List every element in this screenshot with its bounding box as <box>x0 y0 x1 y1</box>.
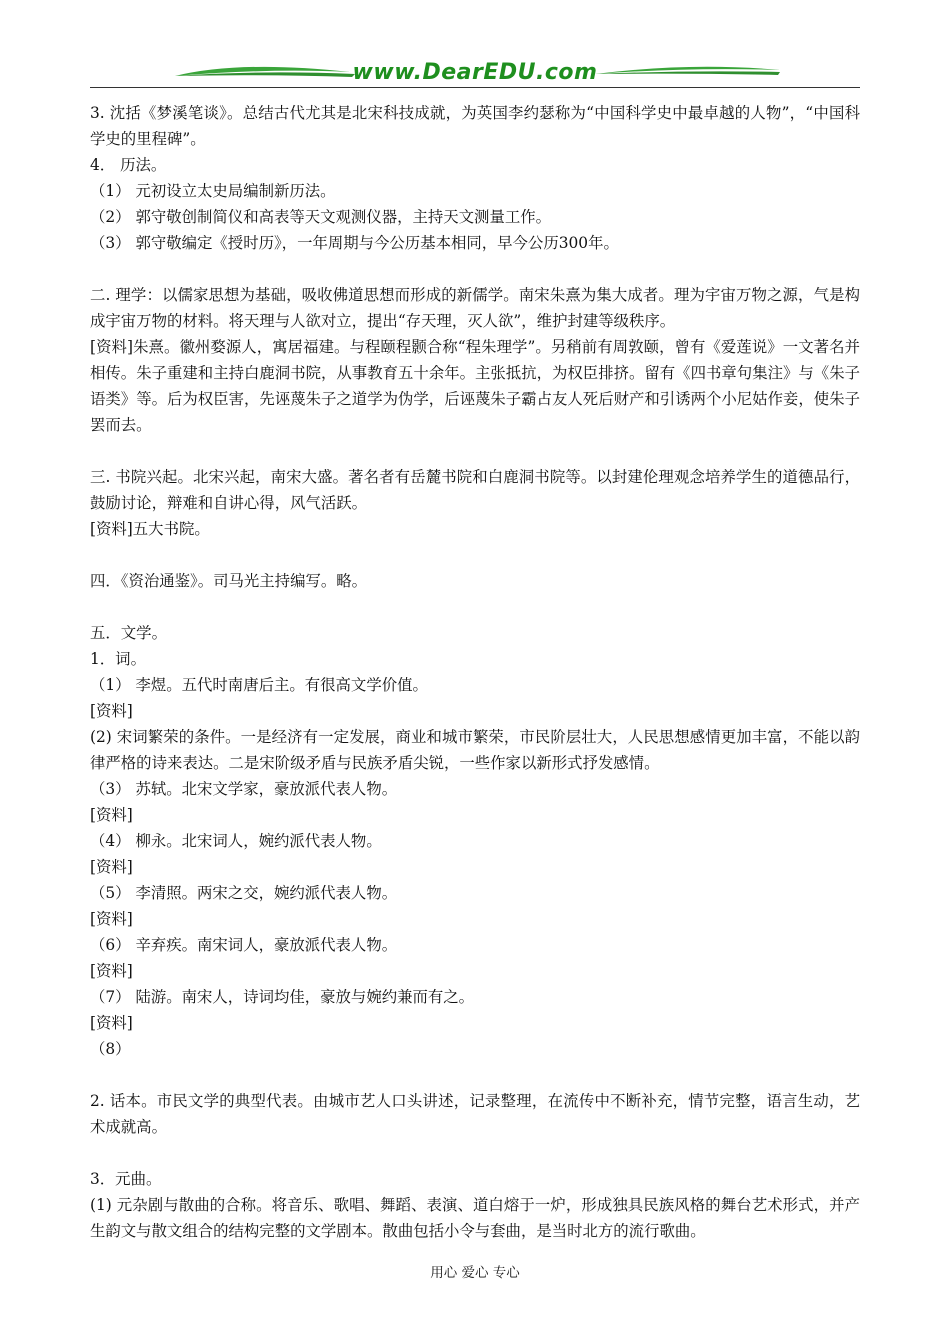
paragraph: （4） 柳永。北宋词人，婉约派代表人物。 <box>90 832 382 850</box>
paragraph: （7） 陆游。南宋人，诗词均佳，豪放与婉约兼而有之。 <box>90 988 475 1006</box>
paragraph-spacer <box>90 438 860 464</box>
paragraph: 二. 理学：以儒家思想为基础，吸收佛道思想而形成的新儒学。南宋朱熹为集大成者。理为宇宙万物之源，气是构成宇宙万物的材料。将天理与人欲对立，提出“存天理，灭人欲”，维护封建等级秩序。 <box>90 286 860 330</box>
paragraph: 五．文学。 <box>90 624 167 642</box>
paragraph: 3．元曲。 <box>90 1170 162 1188</box>
paragraph: (2) 宋词繁荣的条件。一是经济有一定发展，商业和城市繁荣，市民阶层壮大，人民思想感情更加丰富，不能以韵律严格的诗来表达。二是宋阶级矛盾与民族矛盾尖锐，一些作家以新形式抒发感情。 <box>90 728 860 772</box>
paragraph-spacer <box>90 1140 860 1166</box>
paragraph: 1．词。 <box>90 650 146 668</box>
site-logo-text: www.DearEDU.com <box>352 60 598 85</box>
paragraph: （3） 苏轼。北宋文学家，豪放派代表人物。 <box>90 780 398 798</box>
paragraph: 2. 话本。市民文学的典型代表。由城市艺人口头讲述，记录整理，在流传中不断补充，情节完整，语言生动，艺术成就高。 <box>90 1092 860 1136</box>
paragraph: (1) 元杂剧与散曲的合称。将音乐、歌唱、舞蹈、表演、道白熔于一炉，形成独具民族风格的舞台艺术形式，并产生韵文与散文组合的结构完整的文学剧本。散曲包括小令与套曲，是当时北方的流行歌曲。 <box>90 1196 860 1240</box>
site-header-banner <box>90 58 860 90</box>
paragraph: （1） 元初设立太史局编制新历法。 <box>90 182 336 200</box>
paragraph: 三. 书院兴起。北宋兴起，南宋大盛。著名者有岳麓书院和白鹿洞书院等。以封建伦理观念培养学生的道德品行，鼓励讨论，辩难和自讲心得，风气活跃。 <box>90 468 860 512</box>
header-divider <box>90 87 860 88</box>
paragraph: （3） 郭守敬编定《授时历》，一年周期与今公历基本相同，早今公历300年。 <box>90 234 619 252</box>
paragraph: [资料] <box>90 1014 133 1032</box>
paragraph-spacer <box>90 542 860 568</box>
paragraph-spacer <box>90 1062 860 1088</box>
paragraph: [资料]朱熹。徽州婺源人，寓居福建。与程颐程颢合称“程朱理学”。另稍前有周敦颐，曾有《爱莲说》一文著名并相传。朱子重建和主持白鹿洞书院，从事教育五十余年。主张抵抗，为权臣排挤。留有《四书章句集注》与《朱子语类》等。后为权臣害，先诬蔑朱子之道学为伪学，后诬蔑朱子霸占友人死后财产和引诱两个小尼姑作妾，使朱子罢而去。 <box>90 338 860 434</box>
paragraph: [资料] <box>90 962 133 980</box>
document-body <box>90 100 860 1244</box>
paragraph: （6） 辛弃疾。南宋词人，豪放派代表人物。 <box>90 936 398 954</box>
paragraph: [资料] <box>90 858 133 876</box>
paragraph: [资料] <box>90 910 133 928</box>
paragraph: 4． 历法。 <box>90 156 167 174</box>
paragraph: （2） 郭守敬创制简仪和高表等天文观测仪器，主持天文测量工作。 <box>90 208 552 226</box>
paragraph-spacer <box>90 594 860 620</box>
paragraph: （5） 李清照。两宋之交，婉约派代表人物。 <box>90 884 398 902</box>
page-footer: 用心 爱心 专心 <box>430 1265 520 1281</box>
paragraph: （8） <box>90 1040 131 1058</box>
paragraph: 四．《资治通鉴》。司马光主持编写。略。 <box>90 572 368 590</box>
paragraph: 3. 沈括《梦溪笔谈》。总结古代尤其是北宋科技成就，为英国李约瑟称为“中国科学史中最卓越的人物”，“中国科学史的里程碑”。 <box>90 104 860 148</box>
paragraph: [资料] <box>90 806 133 824</box>
paragraph: （1） 李煜。五代时南唐后主。有很高文学价值。 <box>90 676 428 694</box>
paragraph-spacer <box>90 256 860 282</box>
paragraph: [资料] <box>90 702 133 720</box>
paragraph: [资料]五大书院。 <box>90 520 210 538</box>
